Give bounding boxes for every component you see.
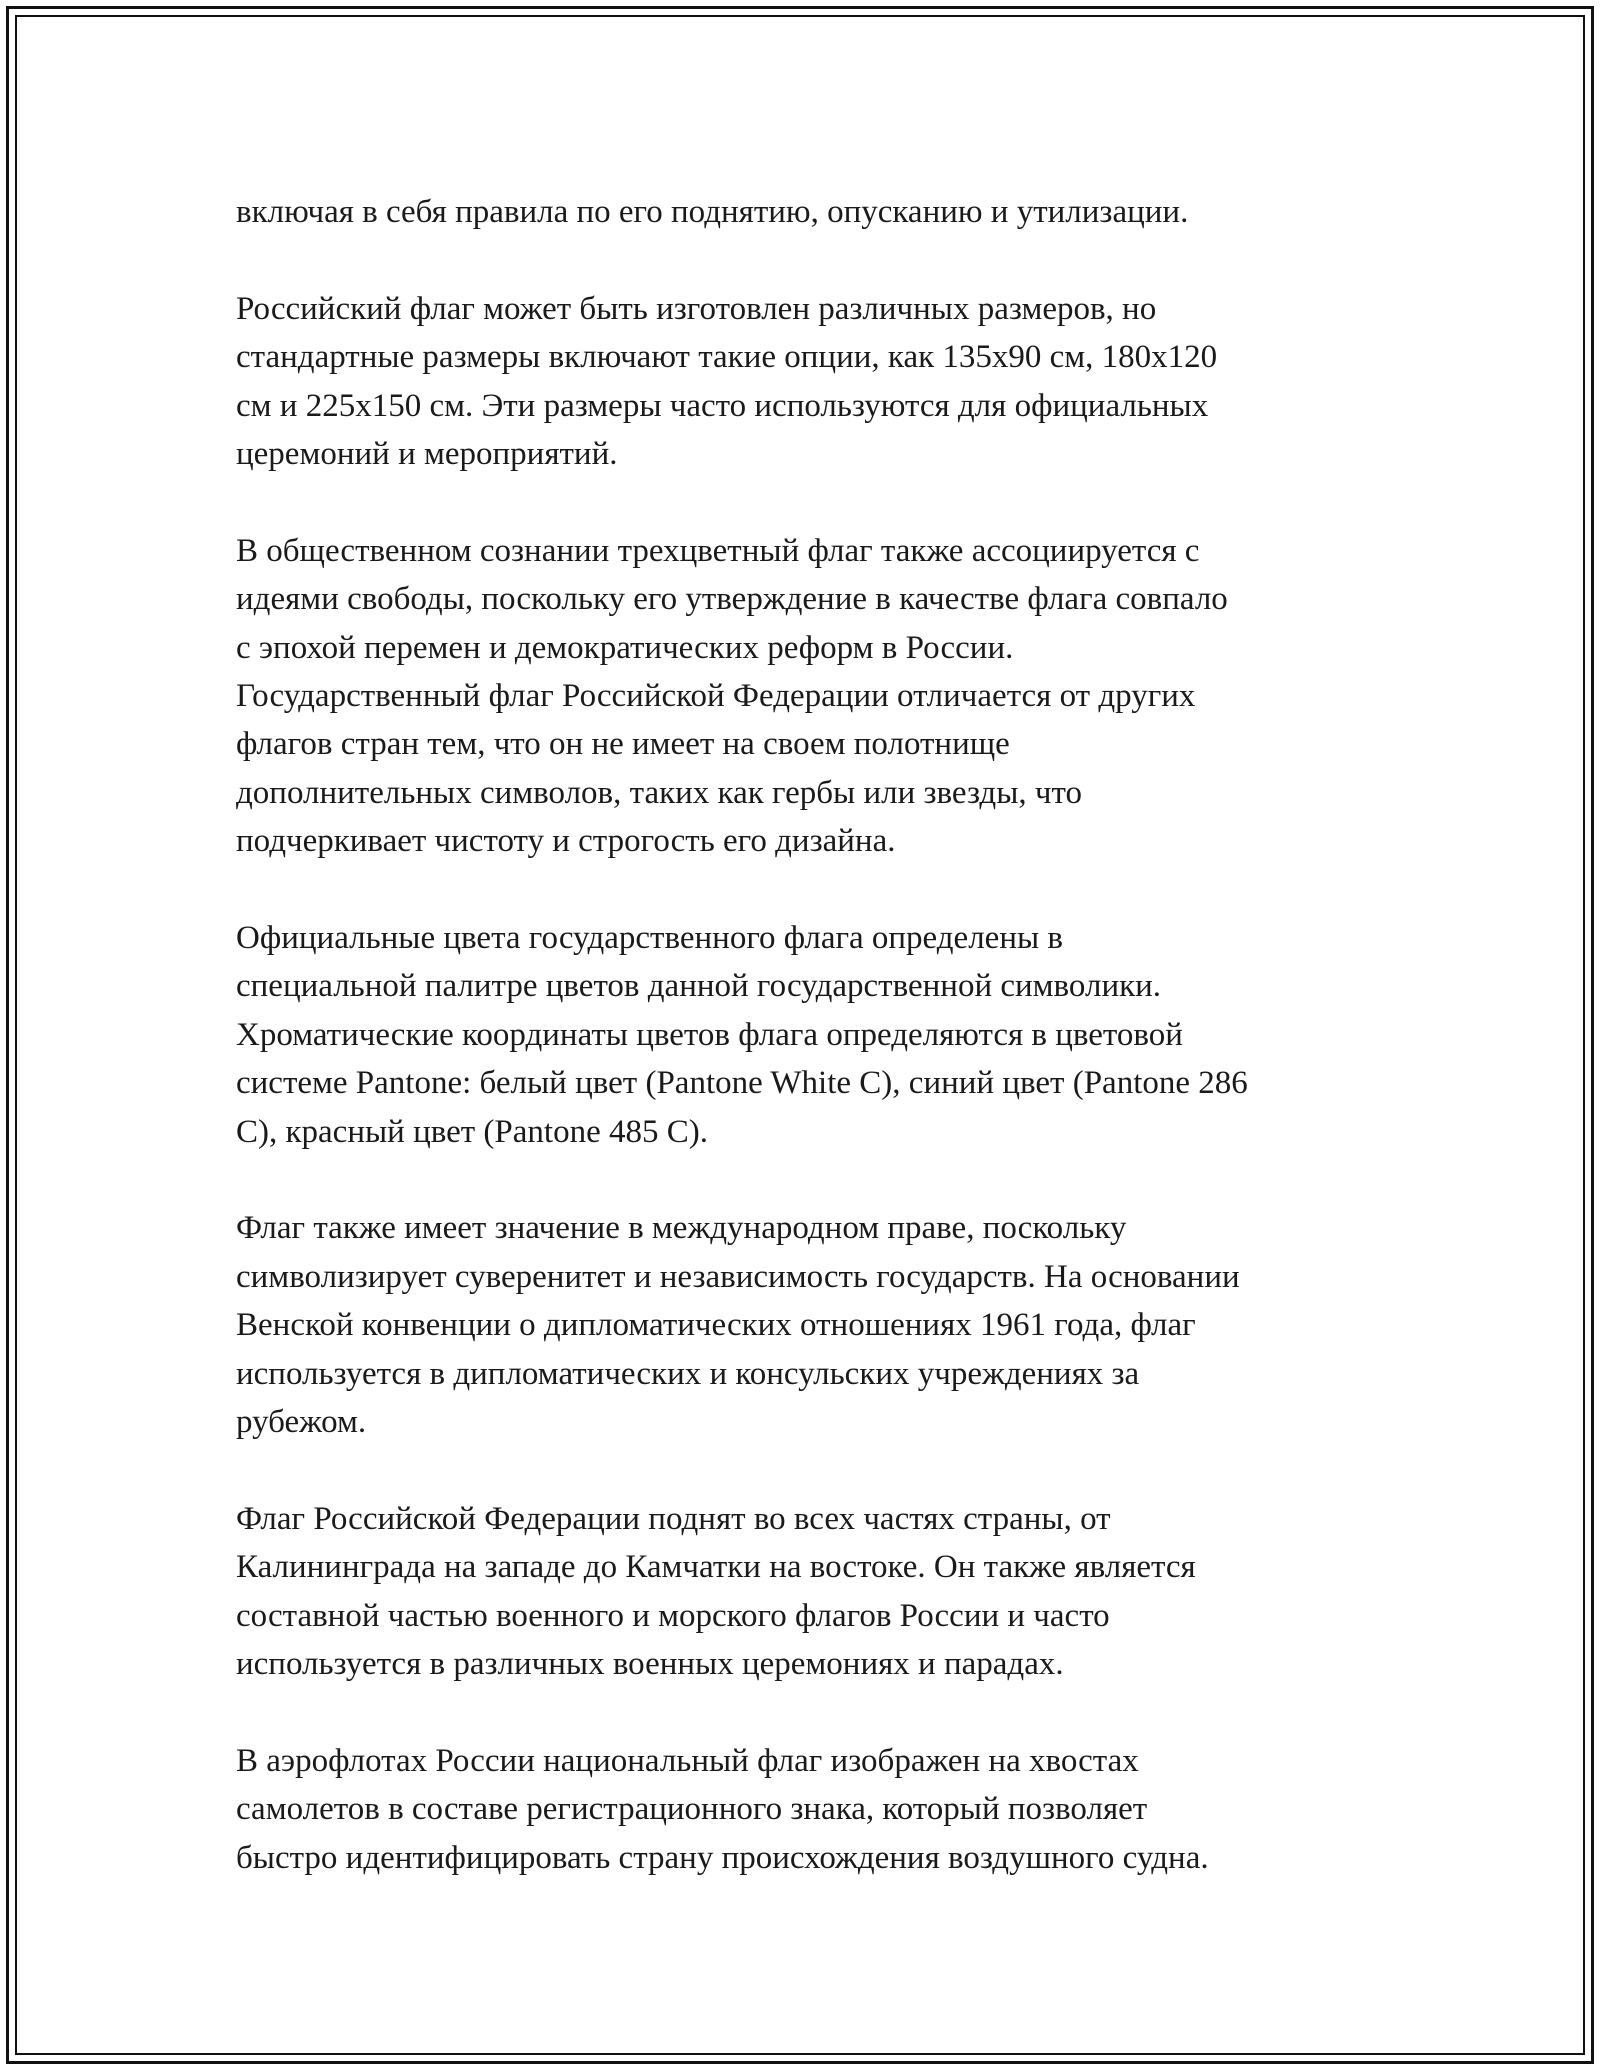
text-line: Хроматические координаты цветов флага определяются в цветовой <box>236 1016 1183 1053</box>
text-line: стандартные размеры включают такие опции, как 135x90 см, 180x120 <box>236 339 1218 376</box>
text-line: Официальные цвета государственного флага определены в <box>236 920 1063 957</box>
text-line: самолетов в составе регистрационного знака, который позволяет <box>236 1791 1148 1828</box>
text-line: идеями свободы, поскольку его утверждение в качестве флага совпало <box>236 581 1228 618</box>
text-line: C), красный цвет (Pantone 485 C). <box>236 1113 708 1150</box>
text-line: церемоний и мероприятий. <box>236 436 618 473</box>
paragraph-2 <box>236 285 1376 479</box>
text-line: Российский флаг может быть изготовлен различных размеров, но <box>236 290 1157 327</box>
paragraph-1 <box>236 188 1376 236</box>
paragraph-5 <box>236 1204 1376 1446</box>
text-line: см и 225x150 см. Эти размеры часто используются для официальных <box>236 387 1209 424</box>
paragraph-3 <box>236 527 1376 866</box>
text-line: флагов стран тем, что он не имеет на своем полотнище <box>236 726 1010 763</box>
text-line: Калининграда на западе до Камчатки на востоке. Он также является <box>236 1549 1196 1586</box>
text-line: Венской конвенции о дипломатических отношениях 1961 года, флаг <box>236 1307 1196 1344</box>
text-line: В общественном сознании трехцветный флаг также ассоциируется с <box>236 532 1200 569</box>
text-line: рубежом. <box>236 1404 367 1441</box>
text-line: Флаг Российской Федерации поднят во всех частях страны, от <box>236 1500 1111 1537</box>
text-line: символизирует суверенитет и независимость государств. На основании <box>236 1258 1240 1295</box>
text-line: используется в дипломатических и консульских учреждениях за <box>236 1355 1140 1392</box>
text-line: быстро идентифицировать страну происхождения воздушного судна. <box>236 1839 1209 1876</box>
text-line: системе Pantone: белый цвет (Pantone White C), синий цвет (Pantone 286 <box>236 1065 1248 1102</box>
text-line: составной частью военного и морского флагов России и часто <box>236 1597 1110 1634</box>
text-line: с эпохой перемен и демократических реформ в России. <box>236 629 1014 666</box>
text-line: Государственный флаг Российской Федерации отличается от других <box>236 678 1196 715</box>
text-line: В аэрофлотах России национальный флаг изображен на хвостах <box>236 1742 1139 1779</box>
text-line: дополнительных символов, таких как гербы или звезды, что <box>236 774 1082 811</box>
text-line: используется в различных военных церемониях и парадах. <box>236 1646 1064 1683</box>
text-line: включая в себя правила по его поднятию, опусканию и утилизации. <box>236 194 1189 230</box>
text-line: подчеркивает чистоту и строгость его дизайна. <box>236 823 896 860</box>
text-line: специальной палитре цветов данной государственной символики. <box>236 968 1162 1005</box>
document-body <box>236 188 1376 1931</box>
text-line: Флаг также имеет значение в международном праве, поскольку <box>236 1210 1127 1247</box>
paragraph-4 <box>236 914 1376 1156</box>
paragraph-7 <box>236 1737 1376 1882</box>
paragraph-6 <box>236 1495 1376 1689</box>
